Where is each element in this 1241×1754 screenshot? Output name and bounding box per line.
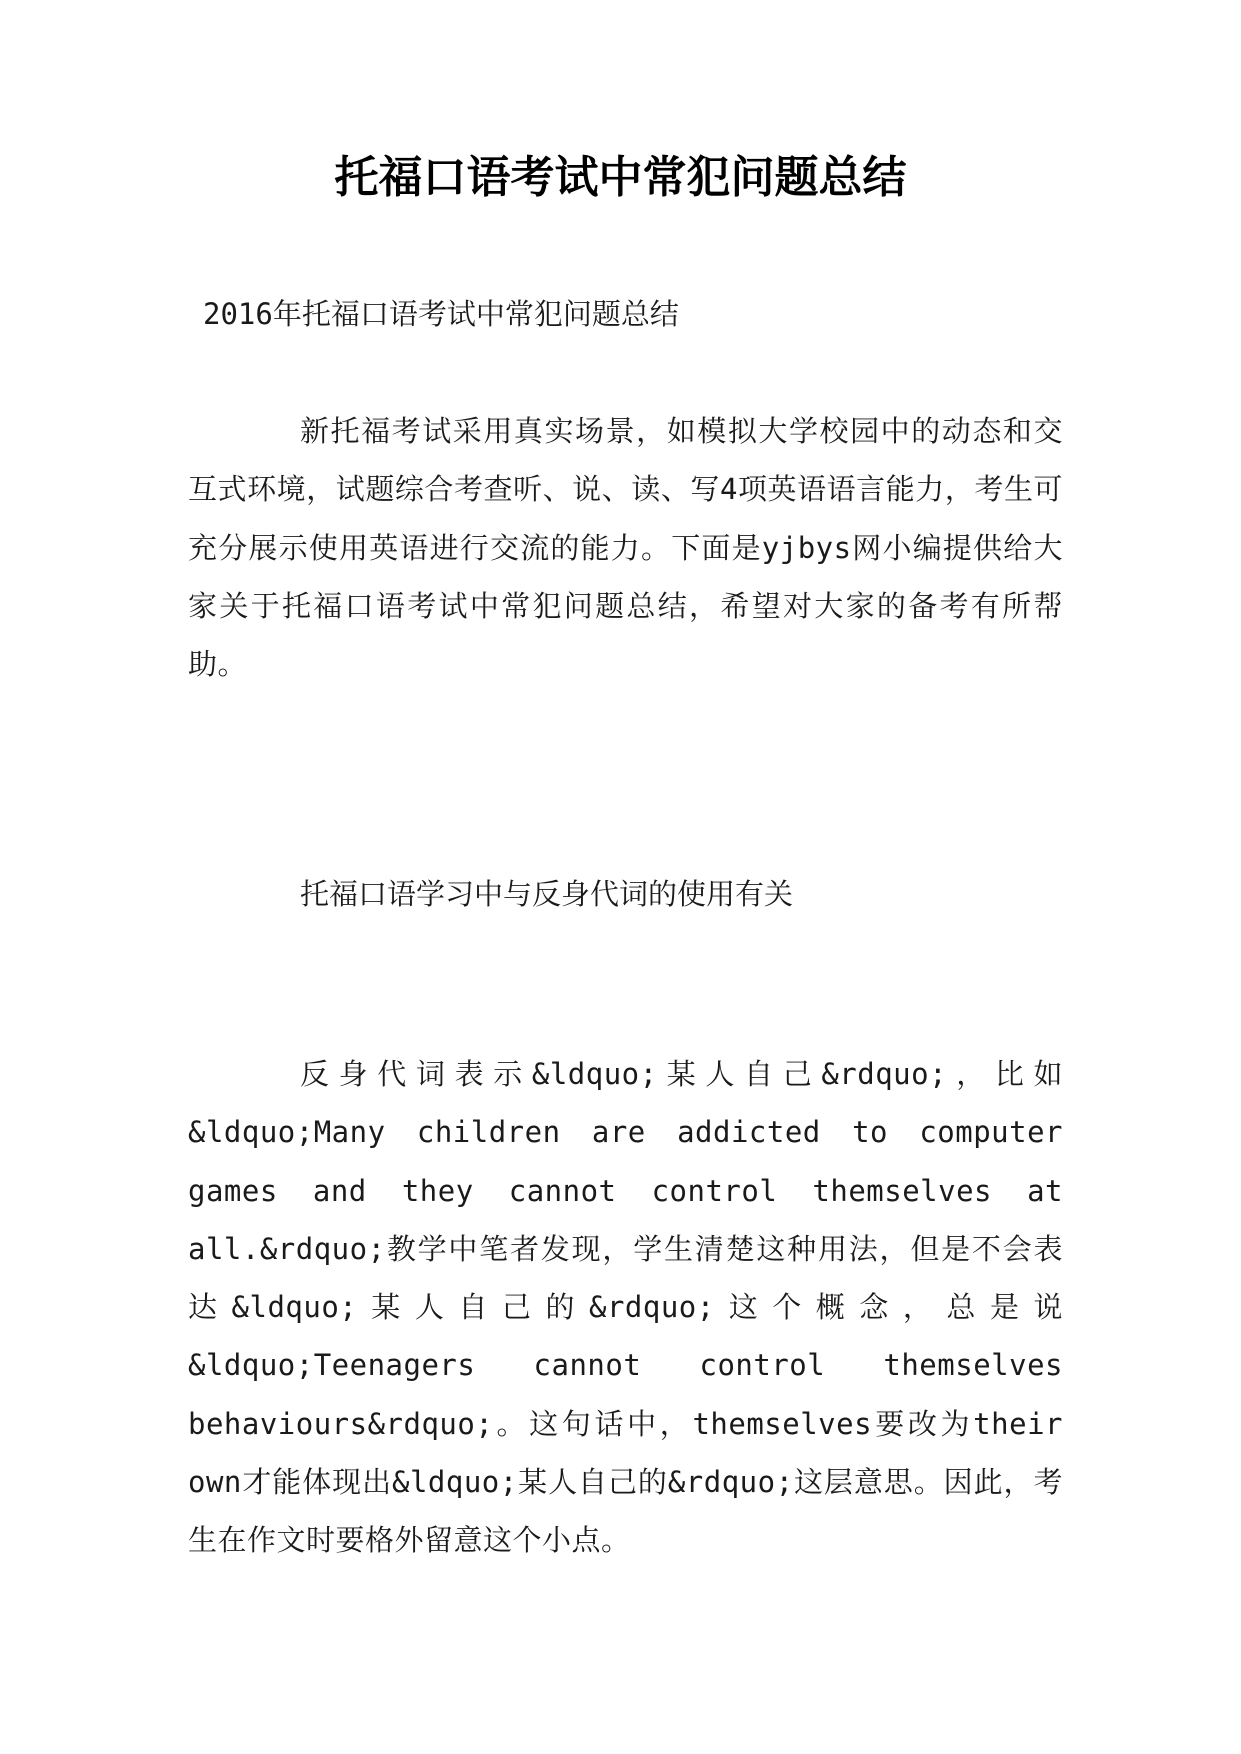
intro-paragraph: 新托福考试采用真实场景，如模拟大学校园中的动态和交互式环境，试题综合考查听、说、读、写4项英语语言能力，考生可充分展示使用英语进行交流的能力。下面是yjbys网小编提供给大家关于托福口语考试中常犯问题总结，希望对大家的备考有所帮助。 — [188, 414, 1063, 682]
document-title: 托福口语考试中常犯问题总结 — [334, 152, 907, 203]
document-subtitle: 2016年托福口语考试中常犯问题总结 — [203, 297, 679, 331]
section-paragraph: 反身代词表示&ldquo;某人自己&rdquo;，比如&ldquo;Many children are addicted to computer games and they cannot control themselves at all.&rdquo;教学中笔者发现，学生清楚这种用法，但是不会表达&ldquo;某人自己的&rdquo;这个概念，总是说&ldquo;Teenagers cannot control themselves behaviours&rdquo;。这句话中，themselves要改为their own才能体现出&ldquo;某人自己的&rdquo;这层意思。因此，考生在作文时要格外留意这个小点。 — [188, 1057, 1063, 1558]
section-heading: 托福口语学习中与反身代词的使用有关 — [300, 877, 794, 911]
